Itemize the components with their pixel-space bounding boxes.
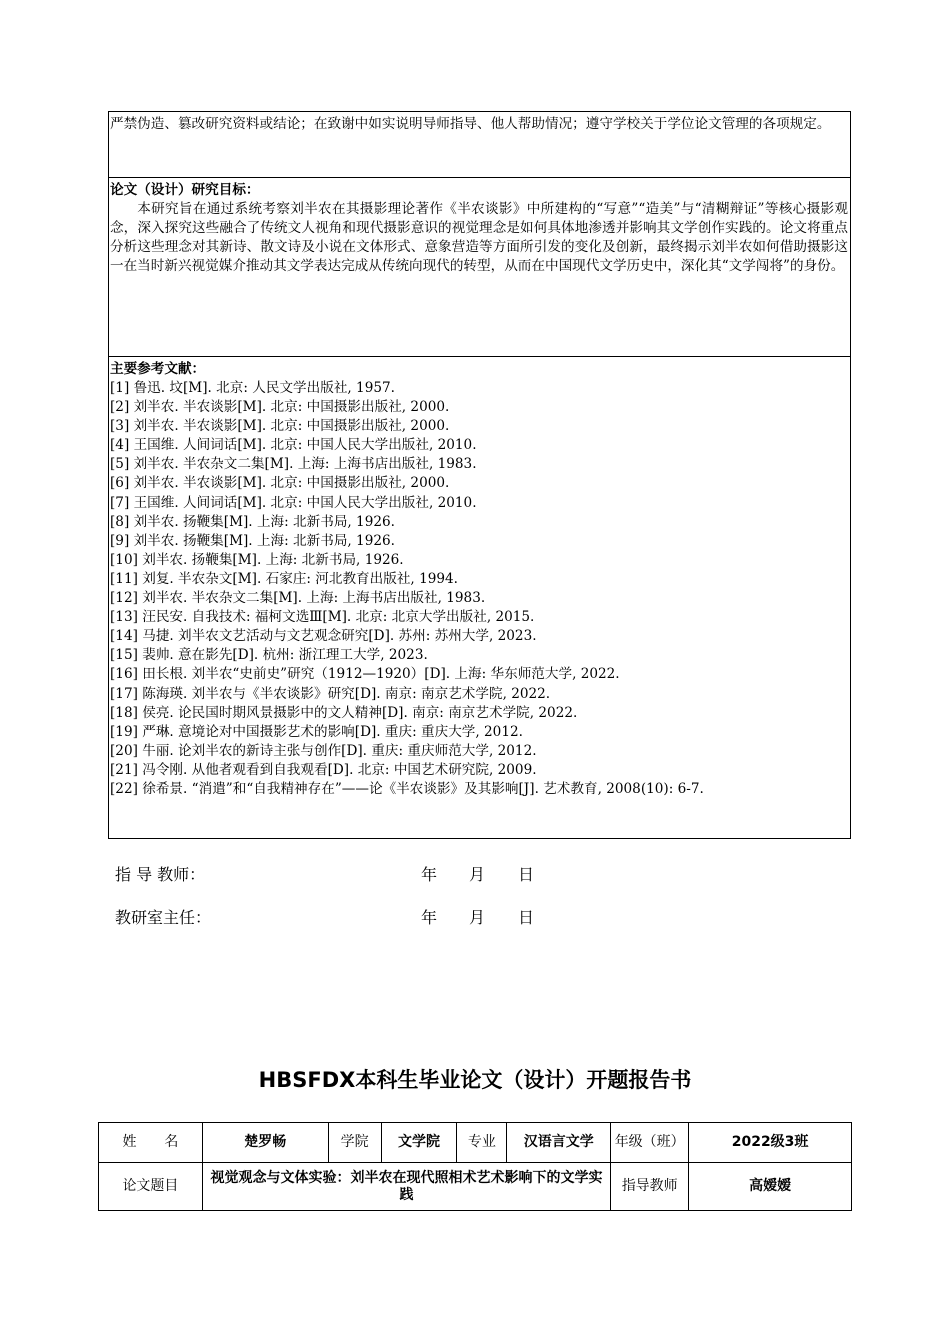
- reference-item: [22] 徐希景. “消遣”和“自我精神存在”——论《半农谈影》及其影响[J]. 艺术教育, 2008(10): 6-7.: [110, 780, 704, 797]
- reference-item: [15] 裴帅. 意在影先[D]. 杭州: 浙江理工大学, 2023.: [110, 647, 428, 664]
- reference-item: [3] 刘半农. 半农谈影[M]. 北京: 中国摄影出版社, 2000.: [110, 418, 450, 435]
- reference-item: [7] 王国维. 人间词话[M]. 北京: 中国人民大学出版社, 2010.: [110, 494, 477, 511]
- reference-item: [20] 牛丽. 论刘半农的新诗主张与创作[D]. 重庆: 重庆师范大学, 2012.: [110, 742, 537, 759]
- objective-heading: 论文（设计）研究目标：: [110, 182, 260, 198]
- reference-item: [10] 刘半农. 扬鞭集[M]. 上海: 北新书局, 1926.: [110, 551, 404, 568]
- advisor-value: 高嫒嫒: [689, 1163, 852, 1211]
- year-label: 年: [421, 908, 438, 927]
- reference-item: [5] 刘半农. 半农杂文二集[M]. 上海: 上海书店出版社, 1983.: [110, 456, 477, 473]
- reference-item: [8] 刘半农. 扬鞭集[M]. 上海: 北新书局, 1926.: [110, 513, 395, 530]
- advisor-signature-label: 指 导 教师：: [115, 865, 206, 884]
- grade-label: 年级（班）: [611, 1123, 689, 1163]
- reference-item: [4] 王国维. 人间词话[M]. 北京: 中国人民大学出版社, 2010.: [110, 437, 477, 454]
- topic-value: 视觉观念与文体实验：刘半农在现代照相术艺术影响下的文学实践: [202, 1163, 610, 1211]
- objective-body: 本研究旨在通过系统考察刘半农在其摄影理论著作《半农谈影》中所建构的“写意”“造美”与“清糊辩证”等核心摄影观念，深入探究这些融合了传统文人视角和现代摄影意识的视觉理念是如何具体地渗透并影响其文学创作实践的。论文将重点分析这些理念对其新诗、散文诗及小说在文体形式、意象营造等方面所引发的变化及创新，最终揭示刘半农如何借助摄影这一在当时新兴视觉媒介推动其文学表达完成从传统向现代的转型，从而在中国现代文学历史中，深化其“文学闯将”的身份。: [110, 201, 848, 274]
- reference-item: [18] 侯亮. 论民国时期风景摄影中的文人精神[D]. 南京: 南京艺术学院, 2022.: [110, 704, 578, 721]
- advisor-label: 指导教师: [611, 1163, 689, 1211]
- month-label: 月: [469, 865, 486, 884]
- reference-item: [6] 刘半农. 半农谈影[M]. 北京: 中国摄影出版社, 2000.: [110, 475, 450, 492]
- name-label: 姓 名: [99, 1123, 203, 1163]
- grade-value: 2022级3班: [689, 1123, 852, 1163]
- reference-item: [12] 刘半农. 半农杂文二集[M]. 上海: 上海书店出版社, 1983.: [110, 590, 486, 607]
- major-label: 专业: [457, 1123, 507, 1163]
- references-cell: [108, 356, 851, 839]
- reference-item: [2] 刘半农. 半农谈影[M]. 北京: 中国摄影出版社, 2000.: [110, 399, 450, 416]
- reference-item: [17] 陈海瑛. 刘半农与《半农谈影》研究[D]. 南京: 南京艺术学院, 2022.: [110, 685, 551, 702]
- day-label: 日: [518, 908, 535, 927]
- reference-item: [19] 严琳. 意境论对中国摄影艺术的影响[D]. 重庆: 重庆大学, 2012.: [110, 723, 523, 740]
- integrity-text: 严禁伪造、篡改研究资料或结论；在致谢中如实说明导师指导、他人帮助情况；遵守学校关于学位论文管理的各项规定。: [110, 116, 831, 132]
- reference-item: [9] 刘半农. 扬鞭集[M]. 上海: 北新书局, 1926.: [110, 532, 395, 549]
- form-title: HBSFDX本科生毕业论文（设计）开题报告书: [258, 1068, 692, 1092]
- reference-item: [1] 鲁迅. 坟[M]. 北京: 人民文学出版社, 1957.: [110, 380, 395, 396]
- college-label: 学院: [328, 1123, 381, 1163]
- references-heading: 主要参考文献：: [110, 361, 206, 377]
- day-label: 日: [518, 865, 535, 884]
- integrity-cell: [108, 111, 851, 178]
- reference-item: [14] 马捷. 刘半农文艺活动与文艺观念研究[D]. 苏州: 苏州大学, 2023.: [110, 628, 537, 645]
- student-info-table: [98, 1122, 852, 1211]
- director-signature-date: [421, 905, 534, 928]
- year-label: 年: [421, 865, 438, 884]
- reference-item: [13] 汪民安. 自我技术: 福柯文选Ⅲ[M]. 北京: 北京大学出版社, 2015.: [110, 609, 535, 626]
- college-value: 文学院: [381, 1123, 457, 1163]
- advisor-signature-date: [421, 862, 534, 885]
- objective-cell: [108, 177, 851, 357]
- topic-label: 论文题目: [99, 1163, 203, 1211]
- name-value: 楚罗畅: [202, 1123, 328, 1163]
- reference-item: [16] 田长根. 刘半农“史前史”研究（1912—1920）[D]. 上海: 华东师范大学, 2022.: [110, 666, 620, 683]
- reference-item: [21] 冯令刚. 从他者观看到自我观看[D]. 北京: 中国艺术研究院, 2009.: [110, 761, 537, 778]
- director-signature-label: 教研室主任：: [115, 908, 212, 927]
- month-label: 月: [469, 908, 486, 927]
- major-value: 汉语言文学: [507, 1123, 611, 1163]
- reference-item: [11] 刘复. 半农杂文[M]. 石家庄: 河北教育出版社, 1994.: [110, 570, 458, 587]
